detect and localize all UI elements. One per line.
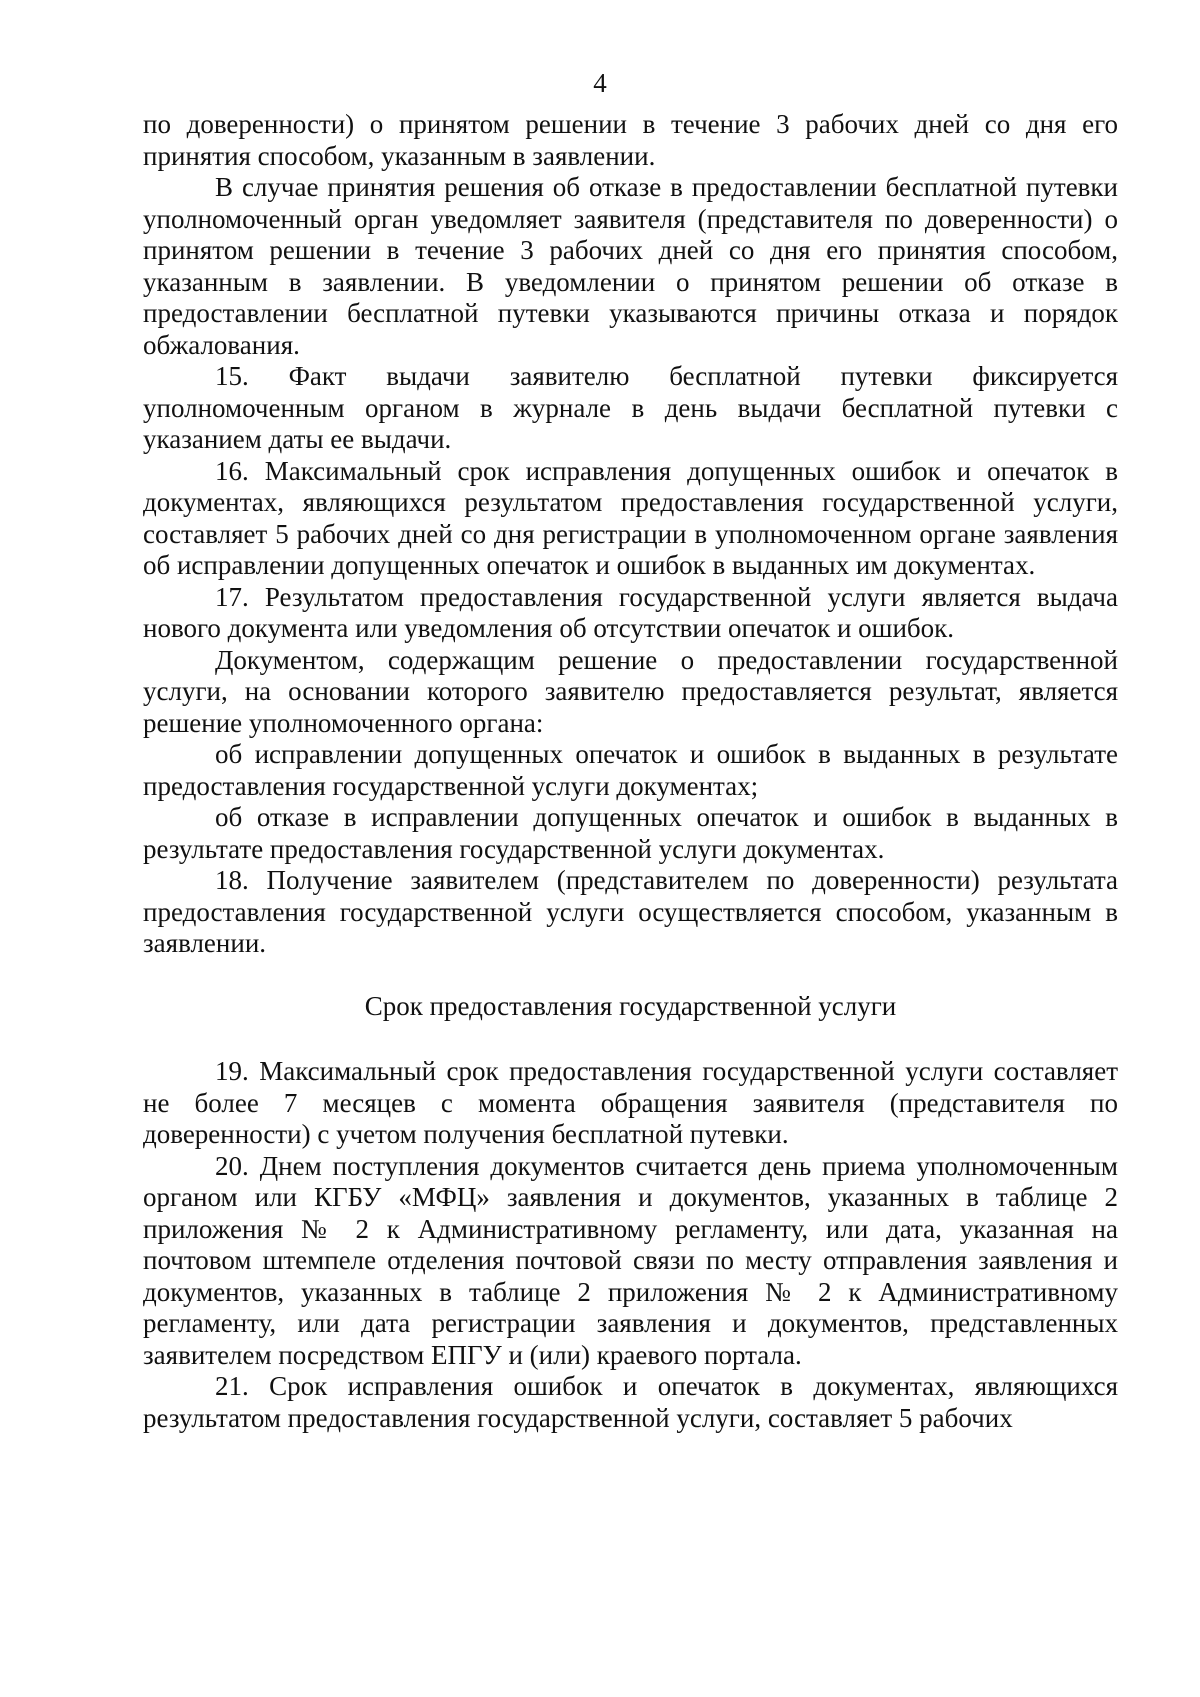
- page-number: 4: [593, 68, 607, 98]
- paragraph: об исправлении допущенных опечаток и ошибок в выданных в результате предоставления государственной услуги документах;: [143, 739, 1118, 801]
- paragraph: Документом, содержащим решение о предоставлении государственной услуги, на основании которого заявителю предоставляется результат, является решение уполномоченного органа:: [143, 644, 1118, 738]
- paragraph: В случае принятия решения об отказе в предоставлении бесплатной путевки уполномоченный орган уведомляет заявителя (представителя по доверенности) о принятом решении в течение 3 рабочих дней со дня его принятия способом, указанным в заявлении. В уведомлении о принятом решении об отказе в предоставлении бесплатной путевки указываются причины отказа и порядок обжалования.: [143, 172, 1118, 360]
- paragraph: об отказе в исправлении допущенных опечаток и ошибок в выданных в результате предоставления государственной услуги документах.: [143, 802, 1118, 864]
- paragraph-item-19: 19. Максимальный срок предоставления государственной услуги составляет не более 7 месяцев с момента обращения заявителя (представителя по доверенности) с учетом получения бесплатной путевки.: [143, 1056, 1118, 1149]
- section-heading: Срок предоставления государственной услуги: [364, 990, 897, 1021]
- paragraph-item-17: 17. Результатом предоставления государственной услуги является выдача нового документа или уведомления об отсутствии опечаток и ошибок.: [143, 581, 1118, 643]
- paragraph-item-21: 21. Срок исправления ошибок и опечаток в документах, являющихся результатом предоставления государственной услуги, составляет 5 рабочих: [143, 1371, 1118, 1433]
- document-body: [143, 109, 1118, 1434]
- paragraph-item-16: 16. Максимальный срок исправления допущенных ошибок и опечаток в документах, являющихся результатом предоставления государственной услуги, составляет 5 рабочих дней со дня регистрации в уполномоченном органе заявления об исправлении допущенных опечаток и ошибок в выданных им документах.: [143, 455, 1118, 580]
- paragraph-item-18: 18. Получение заявителем (представителем по доверенности) результата предоставления государственной услуги осуществляется способом, указанным в заявлении.: [143, 865, 1118, 958]
- paragraph-item-20: 20. Днем поступления документов считается день приема уполномоченным органом или КГБУ «МФЦ» заявления и документов, указанных в таблице 2 приложения № 2 к Административному регламенту, или дата, указанная на почтовом штемпеле отделения почтовой связи по месту отправления заявления и документов, указанных в таблице 2 приложения № 2 к Административному регламенту, или дата регистрации заявления и документов, представленных заявителем посредством ЕПГУ и (или) краевого портала.: [143, 1150, 1118, 1370]
- paragraph: по доверенности) о принятом решении в течение 3 рабочих дней со дня его принятия способом, указанным в заявлении.: [143, 109, 1118, 171]
- paragraph-item-15: 15. Факт выдачи заявителю бесплатной путевки фиксируется уполномоченным органом в журнале в день выдачи бесплатной путевки с указанием даты ее выдачи.: [143, 361, 1118, 454]
